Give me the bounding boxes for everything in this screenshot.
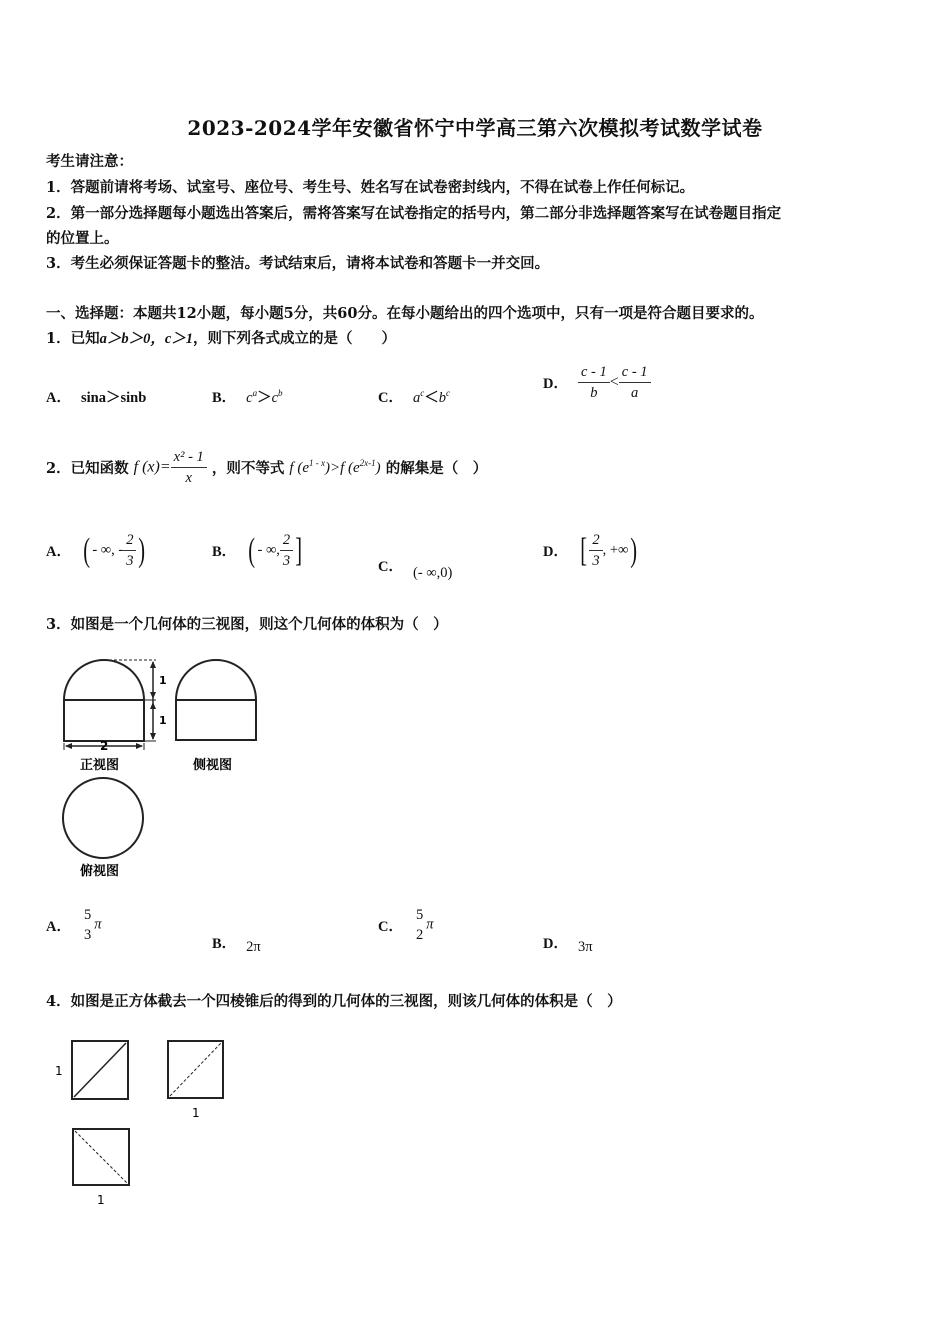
question-4: 4．如图是正方体截去一个四棱锥后的得到的几何体的三视图，则该几何体的体积是（ ）: [46, 993, 622, 1010]
option-label: D．: [543, 544, 568, 560]
option-label: B．: [212, 390, 237, 406]
numerator: c - 1: [619, 362, 651, 383]
three-view-figure-q4: [50, 1035, 240, 1220]
exponent: b: [278, 388, 283, 399]
question-1: [46, 327, 396, 348]
top-view-label: 俯视图: [80, 864, 120, 879]
fraction: [123, 530, 136, 571]
option-label: C．: [378, 918, 403, 935]
fraction: [619, 362, 651, 403]
relation: <: [609, 373, 619, 391]
pi-symbol: π: [426, 916, 434, 933]
relation: ＞: [257, 390, 272, 406]
numerator: c - 1: [578, 362, 610, 383]
q2-suffix: 的解集是（ ）: [385, 460, 488, 477]
three-view-figure-q3: [55, 650, 275, 885]
exponent: a: [252, 388, 258, 399]
option-text: (- ∞,0): [412, 565, 453, 581]
q1-option-c[interactable]: [378, 386, 450, 407]
dim-width: 2: [100, 739, 109, 753]
q3-option-b[interactable]: [212, 932, 261, 953]
denominator: 3: [83, 927, 92, 943]
q3-option-c[interactable]: [378, 905, 434, 945]
q1-prefix: 1．已知: [46, 330, 100, 347]
option-label: D．: [543, 376, 568, 392]
q1-suffix: ，则下列各式成立的是（ ）: [193, 330, 397, 347]
q3-option-a[interactable]: [46, 905, 102, 945]
exponent: 1 - x: [308, 458, 325, 468]
option-text: sina＞sinb: [80, 390, 147, 406]
q2-option-c[interactable]: [378, 555, 453, 581]
q2-option-b[interactable]: B． ( - ∞, $\frac{2}{3}$ ]: [212, 531, 303, 569]
interval-end: , +∞: [602, 542, 629, 558]
option-label: C．: [378, 559, 403, 575]
q2-prefix: 2．已知函数: [46, 460, 129, 477]
option-text: b: [438, 390, 446, 406]
notice-item-1: 1．答题前请将考场、试室号、座位号、考生号、姓名写在试卷密封线内，不得在试卷上作任何标记。: [46, 179, 695, 196]
option-label: A．: [46, 544, 71, 560]
option-label: B．: [212, 936, 237, 952]
denominator: 3: [126, 553, 134, 569]
relation: ＜: [424, 390, 439, 406]
option-text: c: [246, 390, 253, 406]
denominator: 3: [592, 553, 600, 569]
denominator: 3: [282, 553, 291, 569]
q2-option-a[interactable]: A． ( - ∞, - $\frac{2}{3}$ ): [46, 531, 146, 569]
exponent: 2x-1: [359, 458, 376, 468]
side-view: [168, 1041, 223, 1098]
option-text: c: [271, 390, 279, 406]
notice-heading: 考生请注意：: [46, 153, 133, 170]
exponent: c: [420, 388, 425, 399]
inequality-part: ): [375, 460, 381, 476]
fraction: [280, 530, 293, 571]
inequality-part: f (e: [289, 460, 309, 476]
interval-start: - ∞,: [257, 542, 280, 558]
notice-item-2b: 的位置上。: [46, 230, 119, 247]
front-view: [72, 1041, 128, 1099]
front-view-label: 正视图: [80, 758, 120, 773]
denominator: x: [185, 470, 192, 486]
denominator: a: [631, 385, 639, 401]
numerator: 5: [415, 907, 424, 923]
dim-3: 1: [97, 1193, 105, 1207]
q3-option-d[interactable]: [543, 932, 593, 953]
q1-option-d[interactable]: [543, 362, 651, 403]
q2-option-d[interactable]: D． [ $\frac{2}{3}$ , +∞): [543, 531, 638, 569]
dim-h1: 1: [159, 674, 167, 687]
inequality-part: )>f (e: [324, 460, 360, 476]
option-label: C．: [378, 390, 403, 406]
interval-start: - ∞, -: [92, 542, 124, 558]
page-title: 2023-2024学年安徽省怀宁中学高三第六次模拟考试数学试卷: [187, 116, 763, 140]
exponent: c: [445, 388, 450, 399]
function-lhs: f (x)=: [133, 458, 171, 476]
numerator: x² - 1: [171, 447, 207, 468]
section-heading: 一、选择题：本题共12小题，每小题5分，共60分。在每小题给出的四个选项中，只有一项是符合题目要求的。: [46, 305, 764, 322]
front-view: [64, 660, 156, 750]
option-text: 2π: [246, 939, 261, 955]
denominator: 2: [415, 927, 424, 943]
notice-item-2a: 2．第一部分选择题每小题选出答案后，需将答案写在试卷指定的括号内，第二部分非选择题答案写在试卷题目指定: [46, 205, 782, 222]
question-3: 3．如图是一个几何体的三视图，则这个几何体的体积为（ ）: [46, 616, 448, 633]
dim-h2: 1: [159, 714, 167, 727]
fraction: [589, 530, 602, 571]
dim-2: 1: [192, 1106, 200, 1120]
option-label: A．: [46, 390, 71, 406]
question-2: [46, 447, 487, 488]
dim-1: 1: [55, 1064, 63, 1078]
q2-middle: ，则不等式: [211, 460, 285, 477]
option-text: a: [412, 390, 421, 406]
fraction: [171, 447, 207, 488]
q1-option-a[interactable]: [46, 386, 146, 407]
fraction: [413, 905, 426, 945]
option-label: D．: [543, 936, 568, 952]
side-view-label: 侧视图: [193, 758, 233, 773]
pi-symbol: π: [94, 916, 102, 933]
q1-condition: a＞b＞0，c＞1: [99, 331, 194, 347]
numerator: 2: [123, 530, 136, 551]
fraction: [578, 362, 610, 403]
numerator: 5: [83, 907, 92, 923]
top-view: [73, 1129, 129, 1185]
denominator: b: [590, 385, 598, 401]
fraction: [81, 905, 94, 945]
notice-item-3: 3．考生必须保证答题卡的整洁。考试结束后，请将本试卷和答题卡一并交回。: [46, 255, 550, 272]
numerator: 2: [589, 530, 602, 551]
side-view: [176, 660, 256, 740]
option-label: B．: [212, 544, 237, 560]
option-text: 3π: [577, 939, 593, 955]
numerator: 2: [280, 530, 293, 551]
q1-option-b[interactable]: [212, 386, 283, 407]
top-view: [63, 778, 143, 858]
option-label: A．: [46, 918, 71, 935]
